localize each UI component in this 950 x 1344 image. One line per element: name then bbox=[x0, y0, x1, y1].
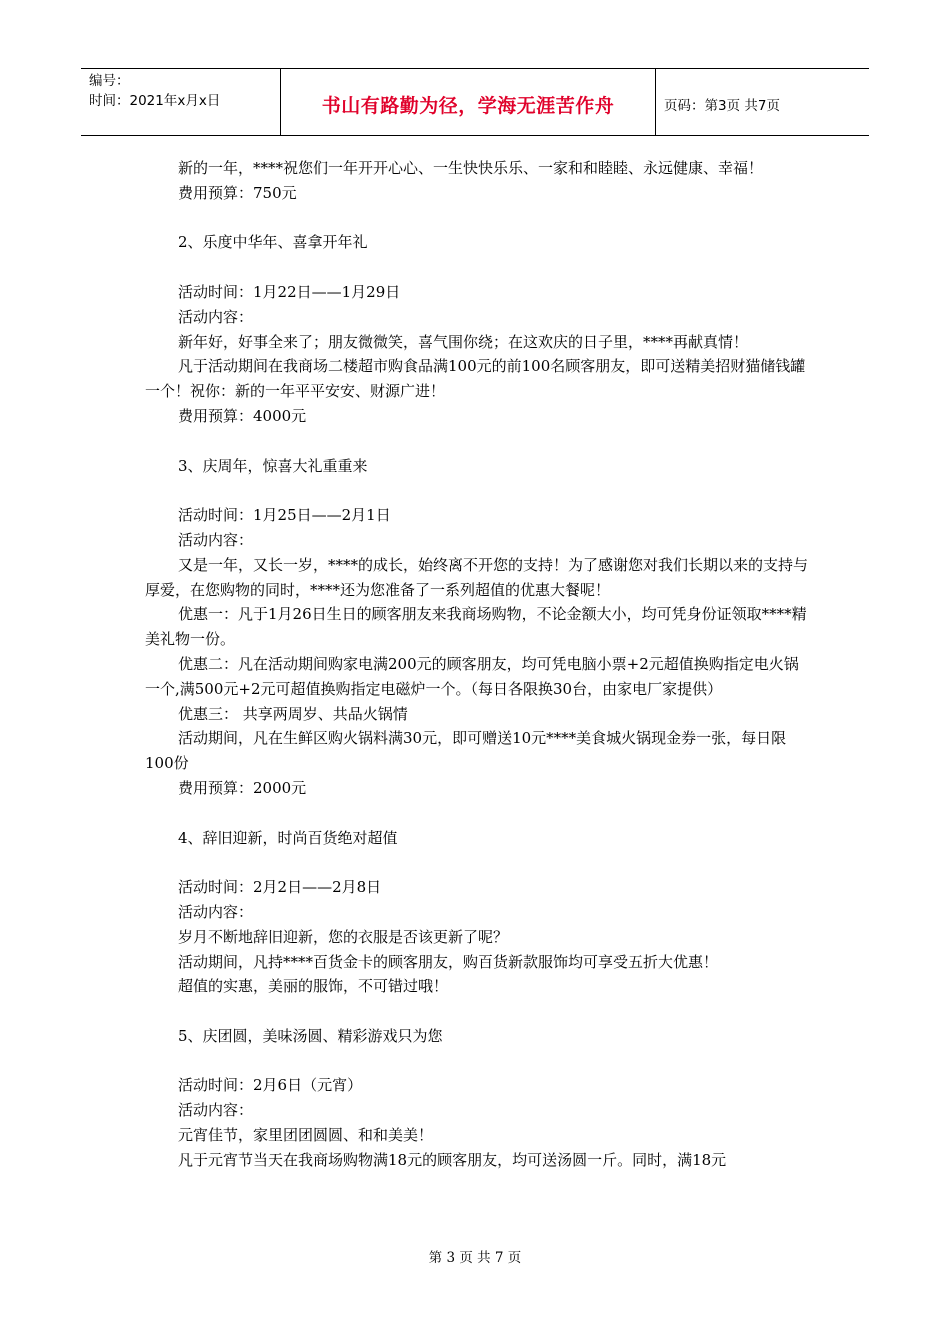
body-paragraph: 新的一年，****祝您们一年开开心心、一生快快乐乐、一家和和睦睦、永远健康、幸福！ bbox=[178, 159, 764, 177]
paragraph-spacer bbox=[145, 801, 810, 826]
body-paragraph: 费用预算：2000元 bbox=[178, 778, 307, 797]
page-header bbox=[81, 68, 869, 136]
header-motto: 书山有路勤为径，学海无涯苦作舟 bbox=[281, 69, 656, 135]
document-date: 时间：2021年x月x日 bbox=[89, 93, 221, 109]
body-paragraph: 超值的实惠，美丽的服饰，不可错过哦！ bbox=[178, 977, 449, 996]
body-paragraph: 3、庆周年，惊喜大礼重重来 bbox=[178, 456, 368, 475]
body-paragraph: 优惠一：凡于1月26日生日的顾客朋友来我商场购物，不论金额大小，均可凭身份证领取****精美礼物一份。 bbox=[145, 605, 807, 649]
header-meta bbox=[81, 69, 281, 135]
document-number: 编号： bbox=[89, 73, 130, 89]
paragraph-spacer bbox=[145, 255, 810, 280]
body-paragraph: 活动时间：1月22日——1月29日 bbox=[178, 282, 401, 301]
body-paragraph: 活动期间，凡在生鲜区购火锅料满30元，即可赠送10元****美食城火锅现金券一张，每日限100份 bbox=[145, 729, 787, 773]
body-paragraph: 费用预算：750元 bbox=[178, 183, 297, 202]
body-paragraph: 活动时间：1月25日——2月1日 bbox=[178, 506, 391, 525]
body-paragraph: 活动内容： bbox=[178, 307, 254, 326]
body-paragraph: 活动内容： bbox=[178, 1101, 254, 1120]
paragraph-spacer bbox=[145, 429, 810, 454]
body-paragraph: 新年好，好事全来了；朋友微微笑，喜气围你绕；在这欢庆的日子里，****再献真情！ bbox=[178, 332, 749, 351]
paragraph-spacer bbox=[145, 1049, 810, 1074]
body-paragraph: 又是一年，又长一岁，****的成长，始终离不开您的支持！为了感谢您对我们长期以来的支持与厚爱，在您购物的同时，****还为您准备了一系列超值的优惠大餐呢！ bbox=[145, 555, 809, 599]
body-paragraph: 活动内容： bbox=[178, 530, 254, 549]
body-paragraph: 优惠三： 共享两周岁、共品火锅情 bbox=[178, 704, 408, 723]
paragraph-spacer bbox=[145, 478, 810, 503]
body-paragraph: 凡于活动期间在我商场二楼超市购食品满100元的前100名顾客朋友，即可送精美招财猫储钱罐一个！祝你：新的一年平平安安、财源广进！ bbox=[145, 357, 806, 401]
document-body bbox=[145, 156, 810, 1173]
paragraph-spacer bbox=[145, 999, 810, 1024]
body-paragraph: 活动期间，凡持****百货金卡的顾客朋友，购百货新款服饰均可享受五折大优惠！ bbox=[178, 952, 719, 971]
paragraph-spacer bbox=[145, 850, 810, 875]
body-paragraph: 4、辞旧迎新，时尚百货绝对超值 bbox=[178, 828, 398, 847]
body-paragraph: 活动时间：2月2日——2月8日 bbox=[178, 878, 382, 897]
body-paragraph: 5、庆团圆，美味汤圆、精彩游戏只为您 bbox=[178, 1026, 443, 1045]
body-paragraph: 优惠二：凡在活动期间购家电满200元的顾客朋友，均可凭电脑小票+2元超值换购指定电火锅一个,满500元+2元可超值换购指定电磁炉一个。（每日各限换30台，由家电厂家提供） bbox=[145, 654, 799, 698]
body-paragraph: 活动内容： bbox=[178, 902, 254, 921]
paragraph-spacer bbox=[145, 206, 810, 231]
body-paragraph: 凡于元宵节当天在我商场购物满18元的顾客朋友，均可送汤圆一斤。同时，满18元 bbox=[178, 1150, 727, 1169]
header-page-indicator: 页码：第3页 共7页 bbox=[664, 98, 780, 114]
body-paragraph: 2、乐度中华年、喜拿开年礼 bbox=[178, 233, 368, 252]
body-paragraph: 活动时间：2月6日（元宵） bbox=[178, 1076, 363, 1095]
body-paragraph: 元宵佳节，家里团团圆圆、和和美美！ bbox=[178, 1126, 434, 1145]
body-paragraph: 费用预算：4000元 bbox=[178, 406, 307, 425]
body-paragraph: 岁月不断地辞旧迎新，您的衣服是否该更新了呢？ bbox=[178, 927, 509, 946]
page-footer: 第 3 页 共 7 页 bbox=[428, 1250, 522, 1266]
